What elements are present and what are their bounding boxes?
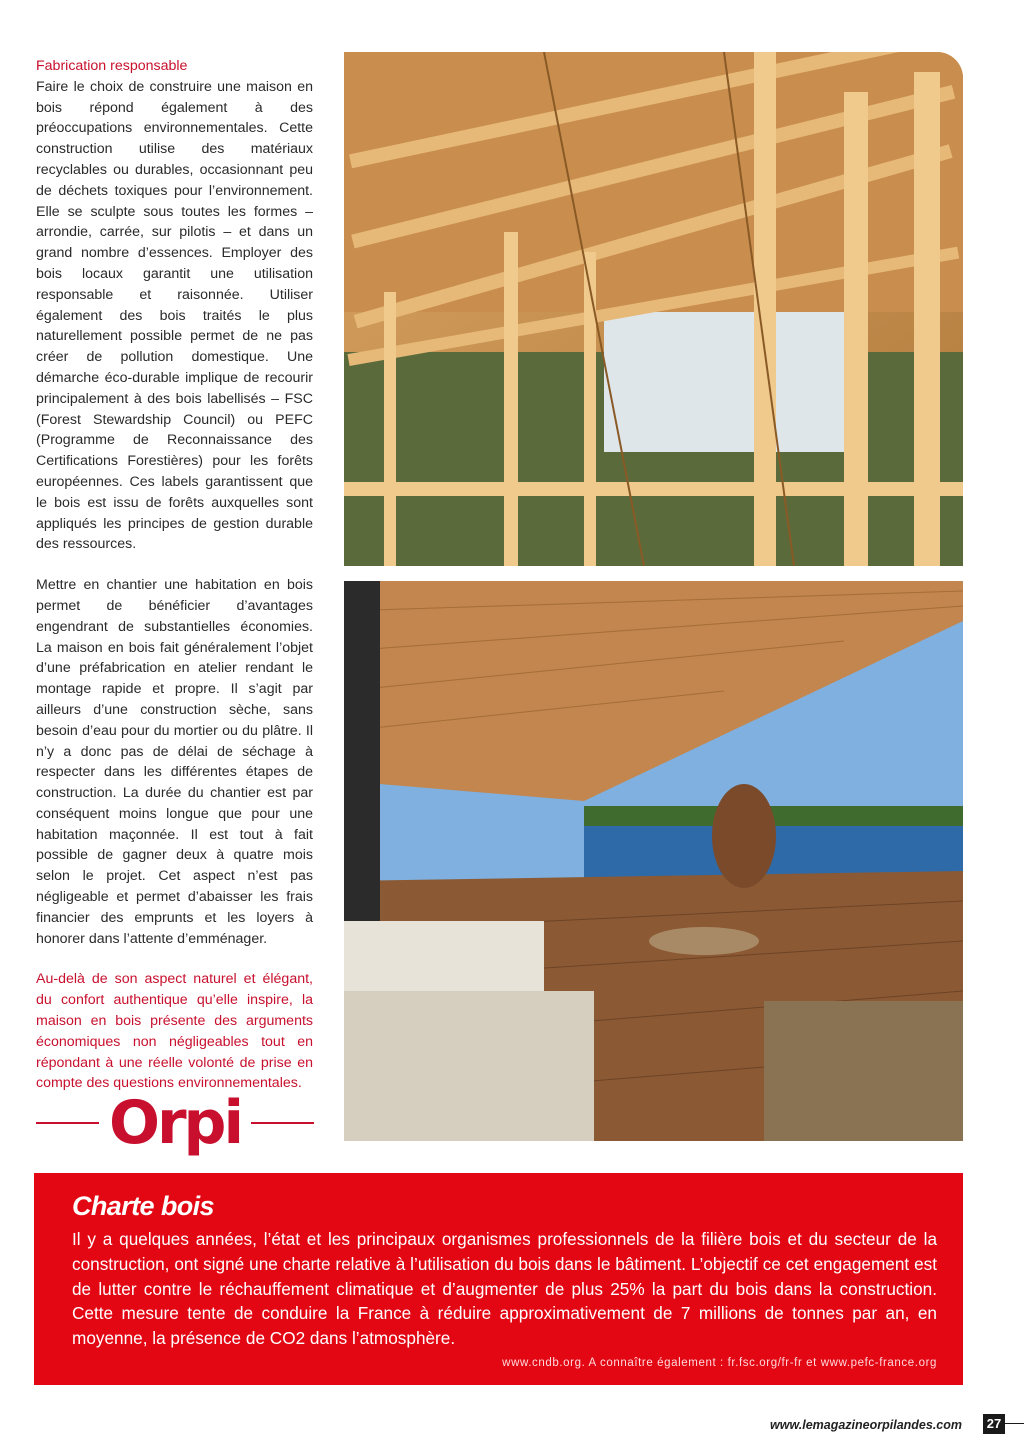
charte-body: Il y a quelques années, l’état et les principaux organismes professionnels de la filière bois et du secteur de la construction, ont signé une charte relative à l’utilisation du bois dans le bâtiment. L’objectif ce cet engagement est de lutter contre le réchauffement climatique et d’augmenter de plus 25% la part du bois dans la construction. Cette mesure tente de conduire la France à réduire approximativement de 7 millions de tonnes par an, en moyenne, la présence de CO2 dans l’atmosphère. — [72, 1229, 937, 1349]
orpi-wordmark: Orpi — [108, 1088, 242, 1158]
article-paragraph: Mettre en chantier une habitation en bois permet de bénéficier d’avantages engendrant de substantielles économies. La maison en bois fait généralement l’objet d’une préfabrication en atelier rendant le montage rapide et propre. Il s’agit par ailleurs d’une construction sèche, sans besoin d’eau pour du mortier ou du plâtre. Il n’y a donc pas de délai de séchage à respecter dans les différentes étapes de construction. La durée du chantier est par conséquent moins longue que pour une habitation maçonnée. Il est tout à fait possible de gagner deux à quatre mois selon le projet. Cet aspect n’est pas négligeable et permet d’abaisser les frais financier des emprunts et les loyers à honorer dans l’attente d’emménager. — [36, 577, 313, 947]
section-title: Fabrication responsable — [36, 58, 188, 74]
logo-rule-right — [251, 1122, 314, 1124]
page-number: 27 — [983, 1414, 1005, 1434]
orpi-logo — [36, 1088, 314, 1158]
page-rule — [1005, 1423, 1024, 1424]
charte-title: Charte bois — [72, 1191, 214, 1221]
terrace-photo — [344, 581, 963, 1141]
footer-url: www.lemagazineorpilandes.com — [770, 1418, 962, 1432]
article-column — [36, 56, 313, 1094]
timber-frame-photo — [344, 52, 963, 566]
charte-bois-box — [34, 1173, 963, 1385]
charte-links: www.cndb.org. A connaître également : fr.fsc.org/fr-fr et www.pefc-france.org — [502, 1357, 937, 1369]
article-highlight: Au-delà de son aspect naturel et élégant, du confort authentique qu’elle inspire, la maison en bois présente des arguments économiques non négligeables tout en répondant à une réelle volonté de prise en compte des questions environnementales. — [36, 971, 313, 1092]
article-paragraph: Faire le choix de construire une maison en bois répond également à des préoccupations environnementales. Cette construction utilise des matériaux recyclables ou durables, occasionnant peu de déchets toxiques pour l’environnement. Elle se sculpte sous toutes les formes – arrondie, carrée, sur pilotis – et dans un grand nombre d’essences. Employer des bois locaux garantit une utilisation responsable et raisonnée. Utiliser également des bois traités le plus naturellement possible permet de ne pas créer de pollution domestique. Une démarche éco-durable implique de recourir principalement à des bois labellisés – FSC (Forest Stewardship Council) ou PEFC (Programme de Reconnaissance des Certifications Forestières) pour les forêts européennes. Ces labels garantissent que le bois est issu de forêts auxquelles sont appliqués les principes de gestion durable des ressources. — [36, 78, 313, 553]
logo-rule-left — [36, 1122, 99, 1124]
